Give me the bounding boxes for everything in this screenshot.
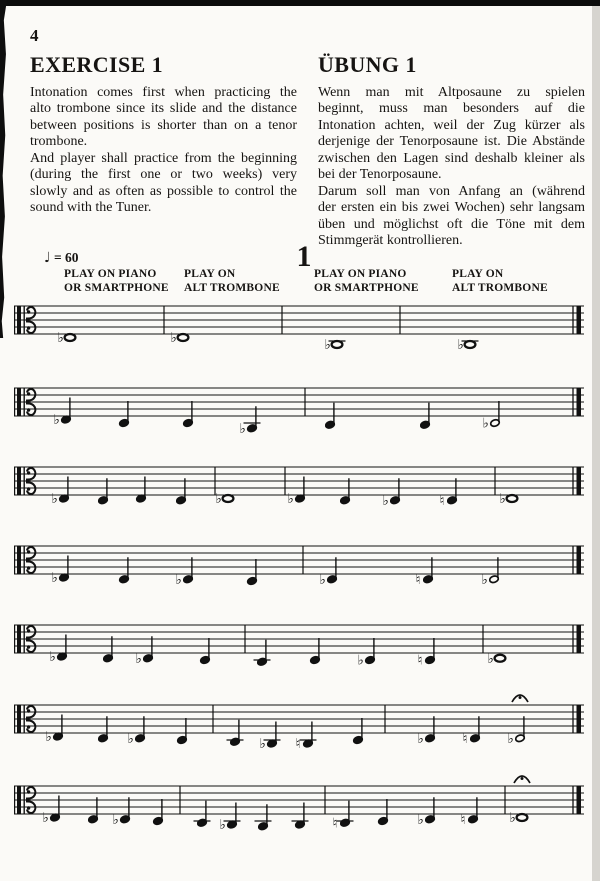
flat-sign: ♭: [219, 817, 226, 834]
text-line: Intonation achten, weil der Zug kürzer als: [318, 117, 585, 133]
flat-sign: ♭: [170, 330, 177, 347]
text-line: derjenige der Tenorposaune ist. Die Abstände: [318, 134, 585, 150]
final-barline-thick: [577, 546, 582, 575]
part-label-line: PLAY ON: [452, 268, 504, 280]
flat-sign: ♭: [319, 571, 326, 588]
flat-sign: ♭: [42, 810, 49, 827]
whole-note-head: [332, 341, 343, 348]
alto-clef-icon: [27, 806, 30, 809]
text-line: bei der Tenorposaune.: [318, 167, 442, 183]
exercise-heading-de: ÜBUNG 1: [318, 52, 417, 77]
part-label-line: ALT TROMBONE: [184, 281, 280, 294]
whole-note-head: [465, 341, 476, 348]
alto-clef-icon: [17, 546, 21, 575]
flat-sign: ♭: [51, 570, 58, 587]
whole-note-head: [495, 655, 506, 662]
exercise-heading-en: EXERCISE 1: [30, 52, 163, 77]
alto-clef-icon: [27, 487, 30, 490]
flat-sign: ♭: [259, 736, 266, 753]
flat-sign: ♭: [135, 650, 142, 667]
alto-clef-icon: [27, 566, 30, 569]
flat-sign: ♭: [487, 650, 494, 667]
natural-sign: ♮: [417, 652, 423, 669]
alto-clef-icon: [17, 705, 21, 734]
flat-sign: ♭: [175, 571, 182, 588]
flat-sign: ♭: [112, 811, 119, 828]
whole-note-head: [517, 814, 528, 821]
fermata-icon: [521, 777, 524, 780]
alto-clef-icon: [27, 471, 30, 474]
flat-sign: ♭: [239, 420, 246, 437]
flat-sign: ♭: [417, 811, 424, 828]
flat-sign: ♭: [417, 730, 424, 747]
flat-sign: ♭: [481, 571, 488, 588]
final-barline-thick: [577, 467, 582, 496]
alto-clef-icon: [17, 467, 21, 496]
part-label-line: OR SMARTPHONE: [64, 281, 169, 294]
alto-clef-icon: [17, 306, 21, 335]
alto-clef-icon: [27, 326, 30, 329]
final-barline-thick: [577, 705, 582, 734]
flat-sign: ♭: [457, 337, 464, 354]
whole-note-head: [178, 334, 189, 341]
text-line: zwischen den Lagen sind deshalb kleiner als: [318, 150, 585, 166]
final-barline-thick: [577, 625, 582, 654]
natural-sign: ♮: [295, 736, 301, 753]
alto-clef-icon: [27, 709, 30, 712]
alto-clef-icon: [27, 392, 30, 395]
page-number: 4: [30, 26, 39, 45]
part-label-line: PLAY ON: [184, 268, 236, 280]
alto-clef-icon: [17, 388, 21, 417]
flat-sign: ♭: [382, 492, 389, 509]
natural-sign: ♮: [439, 492, 445, 509]
final-barline-thick: [577, 306, 582, 335]
flat-sign: ♭: [507, 730, 514, 747]
flat-sign: ♭: [509, 810, 516, 827]
alto-clef-icon: [27, 645, 30, 648]
flat-sign: ♭: [57, 330, 64, 347]
text-line: beginnt, muss man besonders auf die: [318, 101, 585, 117]
flat-sign: ♭: [45, 729, 52, 746]
text-line: der ersten ein bis zwei Wochen) sehr langsam: [318, 200, 585, 216]
alto-clef-icon: [17, 625, 21, 654]
tempo-value: = 60: [53, 250, 79, 265]
whole-note-head: [223, 495, 234, 502]
natural-sign: ♮: [332, 815, 338, 832]
flat-sign: ♭: [482, 415, 489, 432]
part-label-line: OR SMARTPHONE: [314, 281, 419, 294]
text-line: Stimmgerät kontrollieren.: [318, 233, 463, 249]
flat-sign: ♭: [127, 730, 134, 747]
flat-sign: ♭: [51, 491, 58, 508]
flat-sign: ♭: [215, 491, 222, 508]
flat-sign: ♭: [499, 491, 506, 508]
fermata-icon: [519, 696, 522, 699]
text-line: trombone.: [30, 134, 88, 150]
alto-clef-icon: [27, 725, 30, 728]
part-label-line: ALT TROMBONE: [452, 281, 548, 294]
flat-sign: ♭: [357, 652, 364, 669]
natural-sign: ♮: [462, 730, 468, 747]
flat-sign: ♭: [53, 412, 60, 429]
part-label-line: PLAY ON PIANO: [64, 268, 157, 280]
text-line: between positions is shorter than on a tenor: [30, 117, 297, 133]
text-line: Intonation comes first when practicing the: [30, 85, 297, 100]
flat-sign: ♭: [324, 337, 331, 354]
text-line: alto trombone since its slide and the distance: [30, 101, 297, 117]
natural-sign: ♮: [460, 811, 466, 828]
alto-clef-icon: [17, 786, 21, 815]
final-barline-thick: [577, 786, 582, 815]
whole-note-head: [65, 334, 76, 341]
text-line: slowly and as often as possible to control the: [30, 183, 297, 199]
alto-clef-icon: [27, 408, 30, 411]
text-line: And player shall practice from the beginning: [30, 150, 297, 166]
final-barline-thick: [577, 388, 582, 417]
alto-clef-icon: [27, 629, 30, 632]
alto-clef-icon: [27, 310, 30, 313]
whole-note-head: [507, 495, 518, 502]
part-label-line: PLAY ON PIANO: [314, 268, 407, 280]
flat-sign: ♭: [287, 491, 294, 508]
text-line: Darum soll man von Anfang an (während: [318, 183, 585, 199]
alto-clef-icon: [27, 790, 30, 793]
text-line: (during the first one or two weeks) very: [30, 167, 297, 183]
text-line: sound with the Tuner.: [30, 200, 152, 216]
flat-sign: ♭: [49, 649, 56, 666]
natural-sign: ♮: [415, 571, 421, 588]
quarter-note-icon: ♩: [44, 250, 51, 266]
exercise-number: 1: [296, 240, 312, 273]
alto-clef-icon: [27, 550, 30, 553]
text-line: Wenn man mit Altposaune zu spielen: [318, 85, 585, 100]
text-line: üben und möglichst oft die Töne mit dem: [318, 216, 585, 232]
